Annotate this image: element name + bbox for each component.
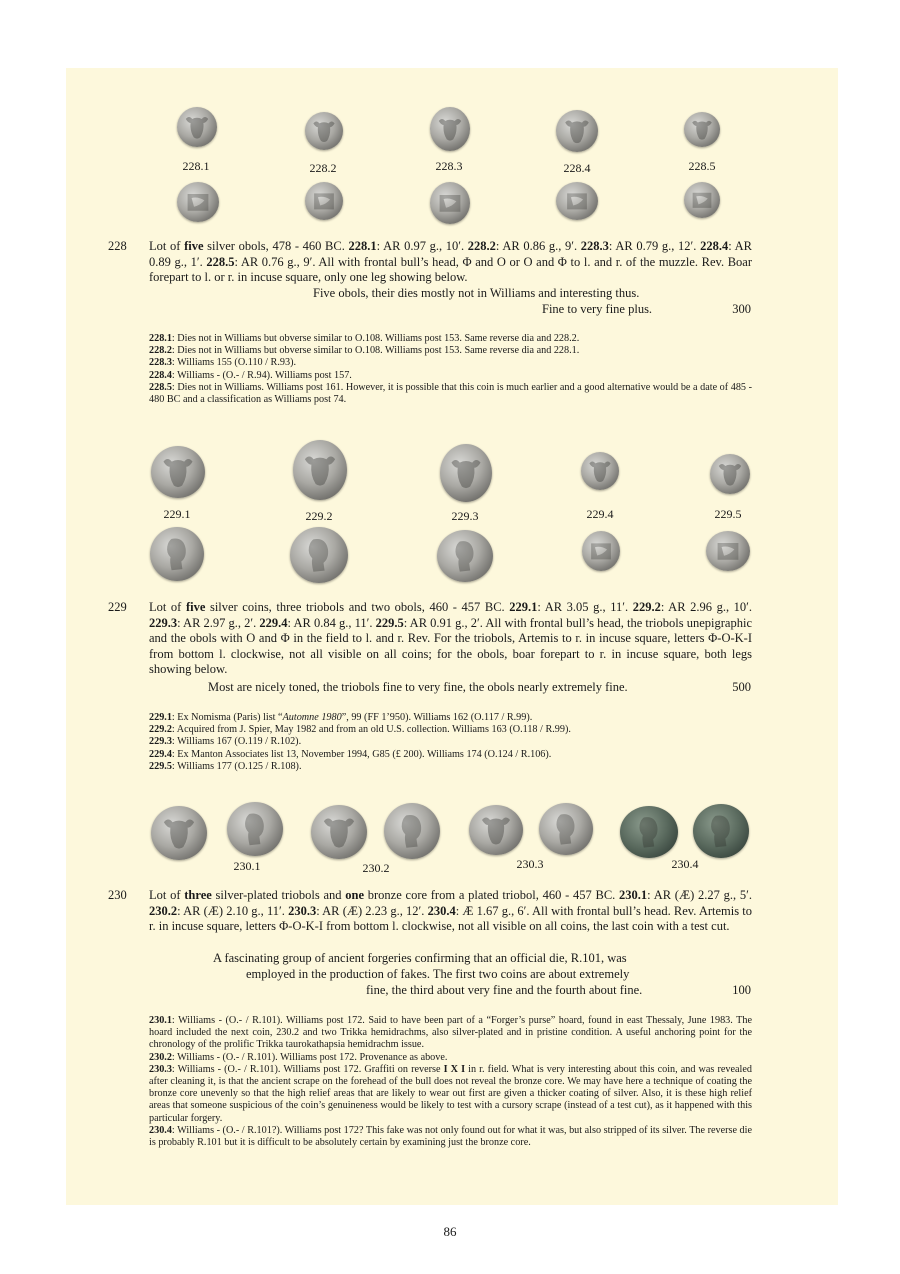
coin-obverse-bull-icon <box>293 440 347 500</box>
coin-label: 229.4 <box>586 507 614 521</box>
coin-reverse-boar-icon <box>706 531 750 571</box>
lot-summary: Five obols, their dies mostly not in Williams and interesting thus. <box>313 286 640 300</box>
coin-obverse-bull-icon <box>177 107 217 147</box>
lot-summary: Fine to very fine plus. <box>542 302 653 316</box>
coin-reverse-artemis-icon <box>539 803 593 855</box>
coin-reverse-boar-icon <box>430 182 470 224</box>
coin-obverse-bull-icon <box>311 805 367 859</box>
lot-summary: A fascinating group of ancient forgeries confirming that an official die, R.101, was <box>213 951 627 965</box>
coin-reverse-boar-icon <box>556 182 598 220</box>
coin-label: 229.1 <box>163 507 191 521</box>
coin-label: 229.3 <box>451 509 479 523</box>
coin-reverse-boar-icon <box>305 182 343 220</box>
coin-reverse-artemis-icon <box>150 527 204 581</box>
lot-estimate: 500 <box>732 680 751 694</box>
coin-reverse-artemis-icon <box>437 530 493 582</box>
lot-description: Lot of five silver obols, 478 - 460 BC. 228.1: AR 0.97 g., 10′. 228.2: AR 0.86 g., 9′. 228.3: AR 0.79 g., 12′. 228.4: AR 0.89 g., 1′. 228.5: AR 0.76 g., 9′. All with frontal bull’s head, Φ and O or O and Φ to l. and r. of the muzzle. Rev. Boar forepart to l. or r. in incuse square, only one leg showing below. <box>149 239 752 284</box>
coin-label: 228.1 <box>182 159 210 173</box>
coin-obverse-bull-icon <box>430 107 470 151</box>
coin-label: 228.4 <box>563 161 591 175</box>
lot-notes: 229.1: Ex Nomisma (Paris) list “Automne 1980”, 99 (FF 1’950). Williams 162 (O.117 / R.99). 229.2: Acquired from J. Spier, May 1982 and from an old U.S. collection. Williams 163 (O.118 / R.99). 229.3: Williams 167 (O.119 / R.102). 229.4: Ex Manton Associates list 13, November 1994, G85 (£ 200). Williams 174 (O.124 / R.106). 229.5: Williams 177 (O.125 / R.108). <box>149 712 571 772</box>
coin-reverse-artemis-icon <box>290 527 348 583</box>
lot-estimate: 100 <box>732 983 751 997</box>
lot-number: 229 <box>108 600 127 614</box>
coin-label: 229.2 <box>305 509 333 523</box>
coin-obverse-bull-icon <box>469 805 523 855</box>
coin-obverse-bull-icon <box>581 452 619 490</box>
coin-obverse-bull-icon <box>556 110 598 152</box>
lot-description: Lot of five silver coins, three triobols and two obols, 460 - 457 BC. 229.1: AR 3.05 g., 11′. 229.2: AR 2.96 g., 10′. 229.3: AR 2.97 g., 2′. 229.4: AR 0.84 g., 11′. 229.5: AR 0.91 g., 2′. All with frontal bull’s head, the triobols unepigraphic and the obols with O and Φ in the field to l. and r. Rev. For the triobols, Artemis to r. in incuse square, letters Φ-O-K-I from bottom l. clockwise, not all visible on all coins; for the obols, boar forepart to r. in incuse square, both legs showing below. <box>149 600 753 676</box>
coin-obverse-bull-icon <box>710 454 750 494</box>
coin-reverse-bronze-core-icon <box>693 804 749 858</box>
coin-obverse-bronze-core-icon <box>620 806 678 858</box>
coin-obverse-bull-icon <box>684 112 720 147</box>
coin-label: 230.1 <box>233 859 261 873</box>
lot-estimate: 300 <box>732 302 751 316</box>
lot-notes: 228.1: Dies not in Williams but obverse similar to O.108. Williams post 153. Same reverse dia and 228.2. 228.2: Dies not in Williams but obverse similar to O.108. Williams post 153. Same reverse dia and 228.1. 228.3: Williams 155 (O.110 / R.93). 228.4: Williams - (O.- / R.94). Williams post 157. 228.5: Dies not in Williams. Williams post 161. However, it is possible that this coin is much earlier and a good alternative would be a date of 485 - 480 BC and a classification as Williams post 74. <box>149 333 752 406</box>
coin-reverse-boar-icon <box>684 182 720 218</box>
coin-label: 228.2 <box>309 161 337 175</box>
coin-obverse-bull-icon <box>305 112 343 150</box>
coin-label: 228.5 <box>688 159 716 173</box>
coin-label: 230.2 <box>362 861 390 875</box>
coin-reverse-boar-icon <box>177 182 219 222</box>
coin-reverse-artemis-icon <box>384 803 440 859</box>
lot-notes: 230.1: Williams - (O.- / R.101). Williams post 172. Said to have been part of a “Forger’s purse” hoard, found in east Thessaly, June 1983. The hoard included the next coin, 230.2 and two Trikka hemidrachms, also silver-plated and in pristine condition. A useful anchoring point for the chronology of the prolific Trikka taurokathapsia hemidrachm issue. 230.2: Williams - (O.- / R.101). Williams post 172. Provenance as above. 230.3: Williams - (O.- / R.101). Williams post 172. Graffiti on reverse I X I in r. field. What is very interesting about this coin, and was revealed after cleaning it, is that the ancient scrape on the forehead of the bull does not reveal the bronze core. We may have here a technique of coating the bronze core unevenly so that the high relief areas that are likely to wear out first are given a thicker coating of silver. Also, it is these high relief areas that someone suspicious of the coin’s genuineness would be likely to test with a cursory scrape (instead of a test cut), as it happened with this particular forgery. 230.4: Williams - (O.- / R.101?). Williams post 172? This fake was not only found out for what it was, but also stripped of its silver. The reverse die is probably R.101 but it is difficult to be absolutely certain by examining just the bronze core. <box>149 1015 752 1149</box>
lot-number: 228 <box>108 239 127 253</box>
coin-reverse-boar-icon <box>582 531 620 571</box>
coin-obverse-bull-icon <box>151 446 205 498</box>
coin-label: 228.3 <box>435 159 463 173</box>
coin-obverse-bull-icon <box>151 806 207 860</box>
coin-obverse-bull-icon <box>440 444 492 502</box>
lot-summary: fine, the third about very fine and the fourth about fine. <box>366 983 643 997</box>
lot-summary: employed in the production of fakes. The first two coins are about extremely <box>246 967 630 981</box>
coin-label: 230.4 <box>671 857 699 871</box>
coin-label: 229.5 <box>714 507 742 521</box>
page-number: 86 <box>443 1224 457 1239</box>
lot-summary: Most are nicely toned, the triobols fine to very fine, the obols nearly extremely fine. <box>208 680 628 694</box>
coin-reverse-artemis-icon <box>227 802 283 856</box>
lot-number: 230 <box>108 888 127 902</box>
coin-label: 230.3 <box>516 857 544 871</box>
lot-description: Lot of three silver-plated triobols and one bronze core from a plated triobol, 460 - 457 BC. 230.1: AR (Æ) 2.27 g., 5′. 230.2: AR (Æ) 2.10 g., 11′. 230.3: AR (Æ) 2.23 g., 12′. 230.4: Æ 1.67 g., 6′. All with frontal bull’s head. Rev. Artemis to r. in incuse square, letters Φ-O-K-I from bottom l. clockwise, not all visible on all coins, the last coin with a test cut. <box>149 888 753 933</box>
